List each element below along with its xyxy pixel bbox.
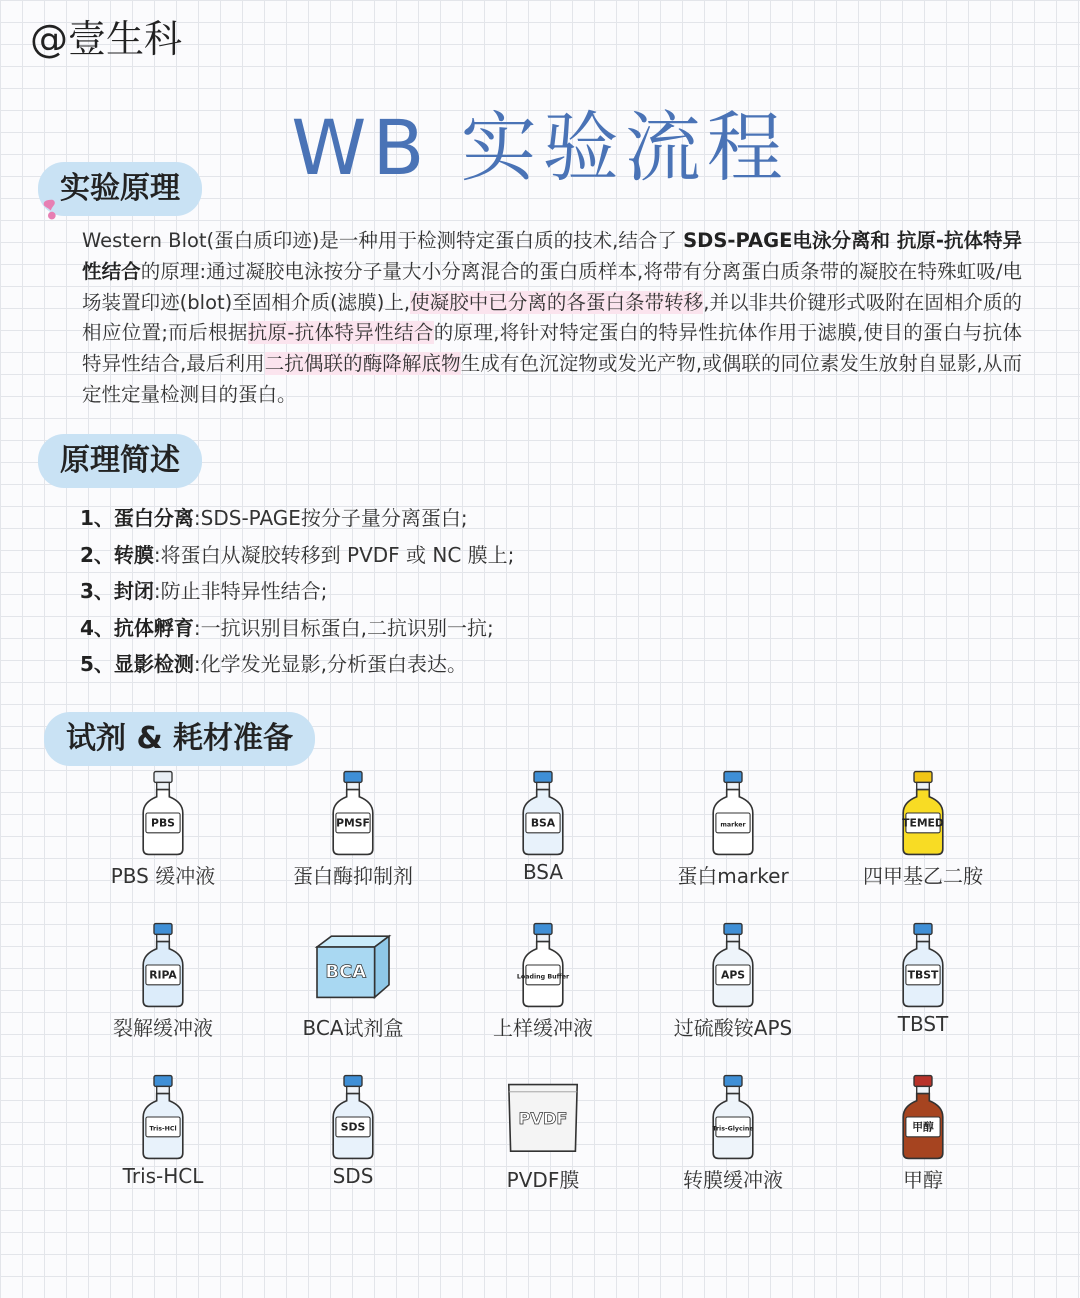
reagent-tag: Loading Buffer: [516, 973, 570, 981]
reagent-item: [828, 1072, 1018, 1224]
bottle-icon: [688, 920, 778, 1010]
reagent-item: [68, 920, 258, 1072]
step-number: 5、: [80, 652, 114, 676]
paragraph-text: 的原理,将针对特定蛋白的特异性抗体作用于滤膜,使目的蛋白与抗体特异性结合,最后利用: [82, 321, 1022, 376]
paragraph-text: 的原理:通过凝胶电泳按分子量大小分离混合的蛋白质样本,将带有分离蛋白质条带的凝胶在特殊虹吸/电场装置印迹(blot)至固相介质(滤膜)上,: [82, 259, 1022, 314]
reagent-tag: PMSF: [336, 816, 370, 830]
reagent-label: 四甲基乙二胺: [863, 864, 983, 888]
reagent-label: PBS 缓冲液: [110, 864, 216, 888]
step-text: :SDS-PAGE按分子量分离蛋白;: [193, 506, 468, 530]
step-item: [80, 610, 514, 647]
step-title: 转膜: [113, 542, 154, 567]
step-number: 3、: [80, 579, 114, 603]
reagent-item: [448, 920, 638, 1072]
reagent-label: Tris-HCL: [122, 1164, 204, 1188]
bottle-icon: [688, 1072, 778, 1162]
reagent-label: TBST: [897, 1012, 949, 1036]
reagent-tag: APS: [720, 968, 746, 982]
reagent-item: [638, 768, 828, 920]
bottle-icon: [118, 920, 208, 1010]
reagent-label: BSA: [522, 860, 564, 884]
step-item: [80, 646, 514, 683]
reagent-item: [258, 768, 448, 920]
reagent-item: [828, 920, 1018, 1072]
bottle-icon: [878, 920, 968, 1010]
bottle-icon: [688, 768, 778, 858]
section-heading-principle: 实验原理: [38, 162, 202, 216]
reagent-tag: marker: [720, 821, 746, 829]
box-icon: [308, 920, 398, 1010]
reagent-tag: TEMED: [902, 816, 944, 830]
step-item: [80, 537, 514, 574]
step-number: 2、: [80, 542, 114, 567]
reagent-tag: BCA: [325, 961, 367, 983]
step-number: 4、: [80, 615, 114, 640]
sparkle-icon: ❢: [37, 194, 65, 228]
paragraph-highlight: 二抗偶联的酶降解底物: [264, 352, 461, 376]
reagent-label: 转膜缓冲液: [683, 1168, 783, 1192]
step-title: 封闭: [113, 579, 154, 603]
paragraph-highlight: 使凝胶中已分离的各蛋白条带转移: [410, 290, 704, 314]
pack-icon: [498, 1072, 588, 1162]
reagent-item: [258, 920, 448, 1072]
principle-paragraph: [82, 226, 1022, 411]
paragraph-text: Western Blot(蛋白质印迹)是一种用于检测特定蛋白质的技术,结合了: [82, 229, 684, 252]
page-title: WB 实验流程: [291, 102, 789, 192]
reagent-tag: SDS: [340, 1120, 366, 1134]
reagent-tag: RIPA: [149, 968, 177, 982]
reagent-label: 甲醇: [903, 1168, 943, 1192]
reagent-tag: 甲醇: [912, 1120, 934, 1134]
reagent-label: 蛋白酶抑制剂: [293, 864, 413, 888]
paragraph-highlight: 抗原-抗体特异性结合: [247, 321, 434, 345]
section-heading-summary: 原理简述: [38, 434, 202, 488]
reagent-item: [638, 1072, 828, 1224]
bottle-icon: [118, 1072, 208, 1162]
reagent-item: [448, 1072, 638, 1224]
step-title: 显影检测: [113, 652, 194, 676]
reagent-item: [828, 768, 1018, 920]
reagent-label: 上样缓冲液: [493, 1016, 593, 1040]
reagent-item: [258, 1072, 448, 1224]
paragraph-bold: SDS-PAGE电泳分离和 抗原-抗体特异性结合: [82, 229, 1023, 283]
reagent-grid: [68, 768, 1018, 1224]
paragraph-text: ,并以非共价键形式吸附在固相介质的相应位置;而后根据: [82, 290, 1022, 345]
reagent-item: [448, 768, 638, 920]
bottle-icon: [498, 920, 588, 1010]
step-title: 抗体孵育: [113, 615, 194, 640]
step-text: :防止非特异性结合;: [153, 579, 328, 603]
bottle-icon: [878, 1072, 968, 1162]
step-text: :一抗识别目标蛋白,二抗识别一抗;: [193, 615, 494, 640]
step-item: [80, 500, 514, 537]
step-item: [80, 573, 514, 610]
bottle-icon: [878, 768, 968, 858]
reagent-label: 蛋白marker: [677, 864, 789, 888]
reagent-label: PVDF膜: [506, 1168, 580, 1192]
reagent-tag: Tris-Glycine: [712, 1125, 754, 1133]
reagent-item: [68, 768, 258, 920]
reagent-label: 过硫酸铵APS: [673, 1016, 793, 1040]
section-heading-reagents: 试剂 & 耗材准备: [44, 712, 315, 766]
reagent-item: [68, 1072, 258, 1224]
reagent-tag: BSA: [530, 816, 556, 830]
bottle-icon: [118, 768, 208, 858]
reagent-label: BCA试剂盒: [302, 1016, 404, 1040]
paragraph-text: 生成有色沉淀物或发光产物,或偶联的同位素发生放射自显影,从而定性定量检测目的蛋白。: [82, 352, 1022, 406]
bottle-icon: [498, 768, 588, 858]
step-list: [80, 500, 514, 683]
author-handle: @壹生科: [30, 17, 183, 61]
reagent-tag: TBST: [907, 968, 939, 982]
step-number: 1、: [80, 506, 114, 530]
reagent-item: [638, 920, 828, 1072]
reagent-label: SDS: [332, 1164, 374, 1188]
reagent-tag: PVDF: [518, 1109, 568, 1129]
step-text: :将蛋白从凝胶转移到 PVDF 或 NC 膜上;: [153, 542, 515, 567]
reagent-tag: Tris-HCl: [149, 1125, 177, 1133]
reagent-label: 裂解缓冲液: [113, 1016, 213, 1040]
bottle-icon: [308, 768, 398, 858]
step-title: 蛋白分离: [113, 506, 194, 530]
reagent-tag: PBS: [151, 816, 175, 830]
step-text: :化学发光显影,分析蛋白表达。: [193, 652, 468, 676]
bottle-icon: [308, 1072, 398, 1162]
